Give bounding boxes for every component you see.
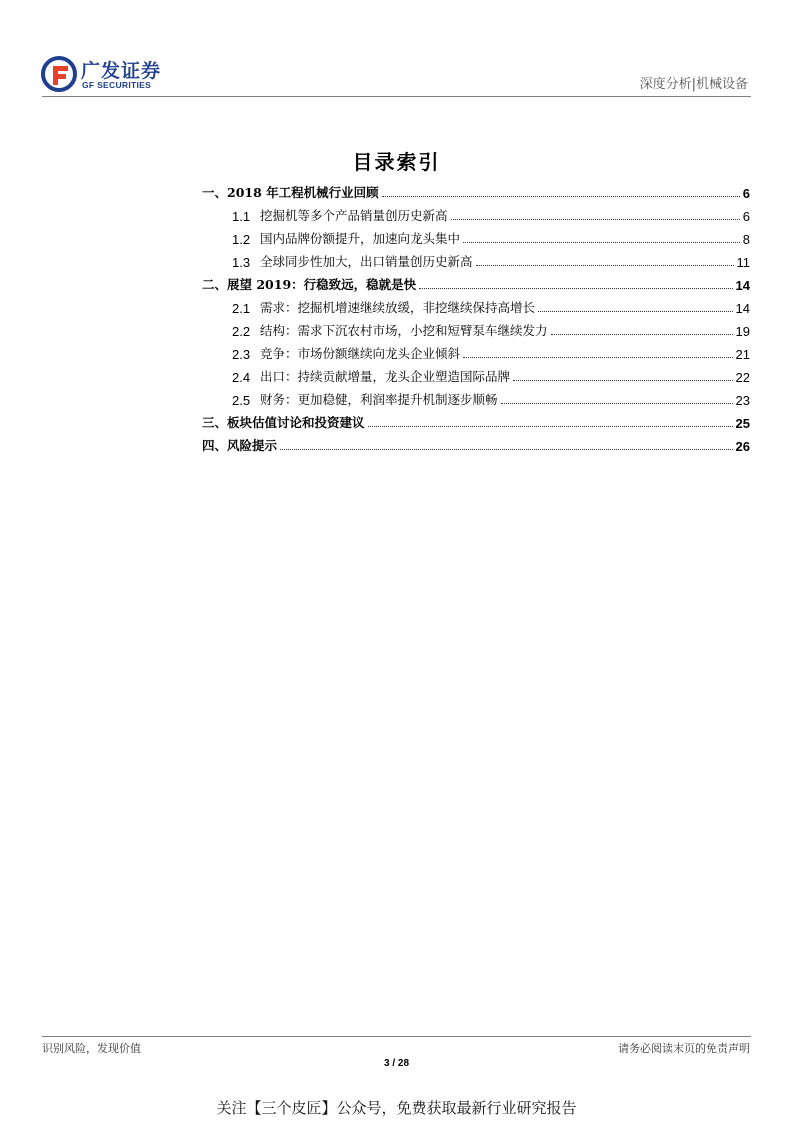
toc-entry-page: 8 — [742, 232, 750, 247]
toc-entry-title: 挖掘机等多个产品销量创历史新高 — [260, 208, 448, 223]
toc-entry-title: 三、板块估值讨论和投资建议 — [202, 415, 365, 430]
toc-entry-page: 26 — [735, 439, 750, 454]
toc-dot-leader — [368, 425, 733, 427]
toc-entry[interactable] — [202, 431, 750, 454]
footer-divider — [42, 1036, 751, 1037]
toc-entry[interactable] — [202, 408, 750, 431]
toc-entry-page: 23 — [735, 393, 750, 408]
toc-entry-title: 财务：更加稳健，利润率提升机制逐步顺畅 — [260, 392, 498, 407]
logo-chinese-name: 广发证券 — [81, 60, 162, 82]
toc-entry-number: 2.2 — [232, 324, 251, 339]
toc-entry[interactable] — [202, 362, 750, 385]
toc-dot-leader — [476, 264, 734, 266]
promo-banner: 关注【三个皮匠】公众号，免费获取最新行业研究报告 — [216, 1099, 577, 1117]
toc-entry-title: 出口：持续贡献增量，龙头企业塑造国际品牌 — [260, 369, 511, 384]
toc-entry[interactable] — [202, 247, 750, 270]
toc-entry-page: 11 — [736, 255, 750, 270]
toc-title: 目录索引 — [352, 150, 441, 174]
toc-entry-title: 竞争：市场份额继续向龙头企业倾斜 — [260, 346, 461, 361]
toc-entry-page: 6 — [742, 186, 750, 201]
toc-entry[interactable] — [202, 270, 750, 293]
toc-entry[interactable] — [202, 293, 750, 316]
page-number: 3 / 28 — [383, 1058, 410, 1069]
toc-entry-title: 需求：挖掘机增速继续放缓，非挖继续保持高增长 — [260, 300, 536, 315]
toc-dot-leader — [451, 218, 740, 220]
toc-entry-number: 1.3 — [232, 255, 251, 270]
toc-entry-number: 2.4 — [232, 370, 251, 385]
toc-dot-leader — [538, 310, 733, 312]
toc-entry-page: 22 — [735, 370, 750, 385]
toc-dot-leader — [419, 287, 732, 289]
toc-entry-page: 6 — [742, 209, 750, 224]
toc-entry[interactable] — [202, 385, 750, 408]
toc-entry[interactable] — [202, 201, 750, 224]
toc-entry-title: 全球同步性加大，出口销量创历史新高 — [260, 254, 473, 269]
toc-entry-title: 二、展望 2019：行稳致远，稳就是快 — [202, 277, 417, 292]
table-of-contents — [202, 178, 750, 454]
toc-entry-page: 19 — [735, 324, 750, 339]
toc-entry[interactable] — [202, 178, 750, 201]
toc-entry[interactable] — [202, 339, 750, 362]
toc-entry-title: 四、风险提示 — [202, 438, 278, 453]
toc-dot-leader — [513, 379, 733, 381]
toc-dot-leader — [501, 402, 733, 404]
footer-disclaimer-note: 请务必阅读末页的免责声明 — [618, 1042, 750, 1055]
report-category: 深度分析|机械设备 — [639, 77, 748, 92]
toc-entry-title: 国内品牌份额提升，加速向龙头集中 — [260, 231, 461, 246]
gf-securities-logo — [41, 56, 171, 92]
footer-slogan: 识别风险，发现价值 — [42, 1042, 141, 1055]
toc-entry-number: 2.3 — [232, 347, 251, 362]
header-divider — [42, 96, 751, 97]
toc-entry-number: 1.1 — [232, 209, 251, 224]
toc-entry-title: 结构：需求下沉农村市场，小挖和短臂泵车继续发力 — [260, 323, 548, 338]
toc-entry-number: 2.1 — [232, 301, 251, 316]
toc-dot-leader — [463, 356, 733, 358]
logo-english-name: GF SECURITIES — [82, 80, 152, 90]
toc-entry-number: 1.2 — [232, 232, 251, 247]
gf-logo-icon — [41, 56, 77, 92]
toc-entry[interactable] — [202, 224, 750, 247]
toc-entry-page: 21 — [735, 347, 750, 362]
toc-entry-page: 25 — [735, 416, 750, 431]
toc-entry-number: 2.5 — [232, 393, 251, 408]
toc-dot-leader — [382, 195, 740, 197]
toc-entry[interactable] — [202, 316, 750, 339]
toc-entry-page: 14 — [735, 301, 750, 316]
toc-dot-leader — [551, 333, 733, 335]
toc-entry-title: 一、2018 年工程机械行业回顾 — [202, 185, 379, 200]
toc-dot-leader — [463, 241, 740, 243]
toc-entry-page: 14 — [735, 278, 750, 293]
toc-dot-leader — [280, 448, 733, 450]
